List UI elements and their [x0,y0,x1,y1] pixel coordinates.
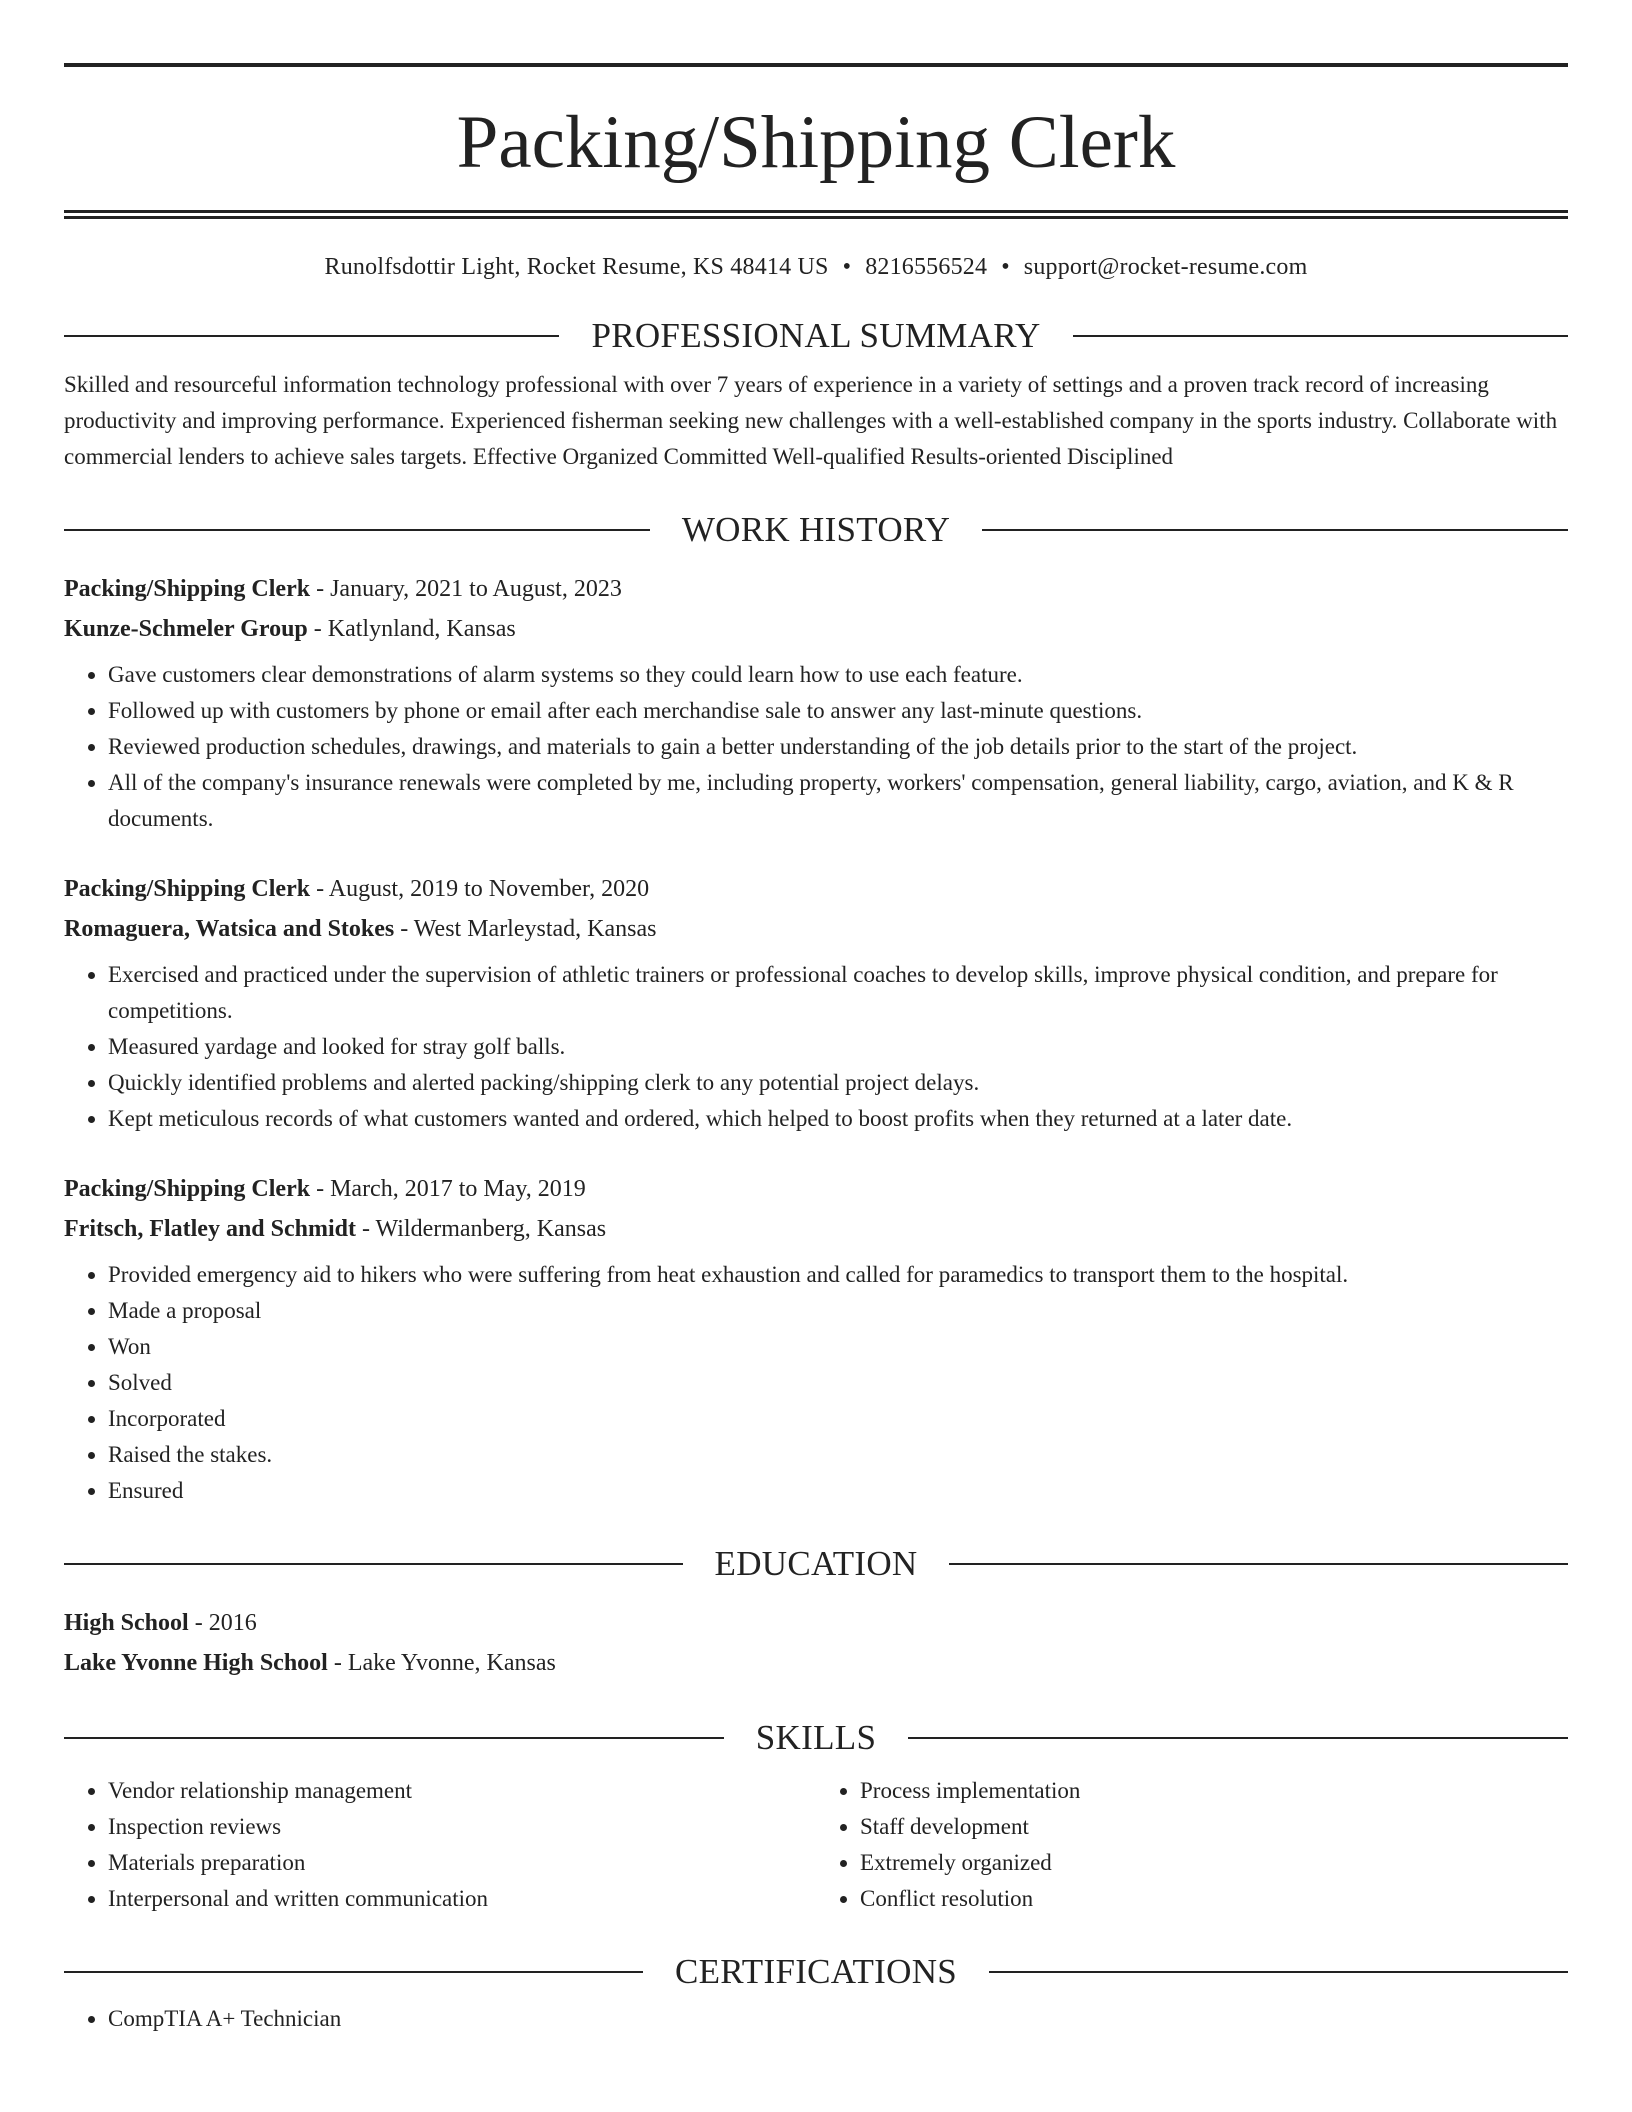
education-location: - Lake Yvonne, Kansas [327,1650,556,1676]
section-rule [64,1563,683,1565]
summary-text: Skilled and resourceful information technology professional with over 7 years of experience in a variety of settings and a proven track record of increasing productivity and improving performance. Experienced fisherman seeking new challenges with a well-established company in the sports industry. Collaborate with commercial lenders to achieve sales targets. Effective Organized Committed Well-qualified Results-oriented Disciplined [64,372,1558,469]
section-header-work [64,509,1568,551]
list-item: • Vendor relationship management [108,1773,816,1809]
job-company: Kunze-Schmeler Group [64,616,308,642]
education-school-line [64,1643,1568,1683]
job-title: Packing/Shipping Clerk [64,576,311,602]
resume-title: Packing/Shipping Clerk [456,101,1176,184]
job-dates: - January, 2021 to August, 2023 [310,576,622,602]
list-item: • All of the company's insurance renewals were completed by me, including property, workers' compensation, general liability, cargo, aviation, and K & R documents. [108,765,1568,837]
job-location: - Wildermanberg, Kansas [356,1216,607,1242]
section-rule [982,529,1568,531]
list-item: • Won [108,1329,1568,1365]
section-title: CERTIFICATIONS [674,1952,958,1991]
contact-line [64,254,1568,281]
list-item: • CompTIA A+ Technician [108,2001,1568,2037]
contact-email: support@rocket-resume.com [1023,254,1308,280]
job-entry [64,1169,1568,1509]
list-item: • Staff development [860,1809,1568,1845]
list-item: • Kept meticulous records of what customers wanted and ordered, which helped to boost profits when they returned at a later date. [108,1101,1568,1137]
section-rule [64,1737,724,1739]
job-entry [64,869,1568,1137]
education-degree: High School [64,1610,189,1636]
education-entry [64,1603,1568,1683]
list-item: • Reviewed production schedules, drawings, and materials to gain a better understanding of the job details prior to the start of the project. [108,729,1568,765]
section-header-summary [64,315,1568,357]
resume-page [64,0,1568,2037]
list-item: • Ensured [108,1473,1568,1509]
job-entry [64,569,1568,837]
job-company: Romaguera, Watsica and Stokes [64,916,395,942]
list-item: • Solved [108,1365,1568,1401]
section-title: WORK HISTORY [681,510,951,549]
list-item: • Exercised and practiced under the supervision of athletic trainers or professional coaches to develop skills, improve physical condition, and prepare for competitions. [108,957,1568,1029]
list-item: • Made a proposal [108,1293,1568,1329]
section-rule [989,1971,1568,1973]
section-title: EDUCATION [714,1544,918,1583]
job-bullets [64,1257,1568,1509]
list-item: • Followed up with customers by phone or email after each merchandise sale to answer any last-minute questions. [108,693,1568,729]
job-title: Packing/Shipping Clerk [64,876,311,902]
list-item: • Measured yardage and looked for stray golf balls. [108,1029,1568,1065]
job-title: Packing/Shipping Clerk [64,1176,311,1202]
section-header-education [64,1543,1568,1585]
section-rule [64,1971,643,1973]
list-item: • Conflict resolution [860,1881,1568,1917]
section-title: PROFESSIONAL SUMMARY [591,316,1041,355]
job-company-line [64,609,1568,649]
job-bullets [64,657,1568,837]
education-school: Lake Yvonne High School [64,1650,328,1676]
job-title-line [64,1169,1568,1209]
section-rule [908,1737,1568,1739]
job-company-line [64,909,1568,949]
contact-separator: • [1001,254,1010,280]
job-title-line [64,869,1568,909]
skills-list-right [816,1773,1568,1917]
top-rule [64,63,1568,67]
section-rule [64,529,650,531]
section-rule [949,1563,1568,1565]
contact-separator: • [842,254,852,280]
list-item: • Extremely organized [860,1845,1568,1881]
education-year: - 2016 [188,1610,257,1636]
job-location: - West Marleystad, Kansas [394,916,657,942]
list-item: • Incorporated [108,1401,1568,1437]
list-item: • Quickly identified problems and alerted packing/shipping clerk to any potential project delays. [108,1065,1568,1101]
certifications-list [64,2001,1568,2037]
job-dates: - March, 2017 to May, 2019 [310,1176,586,1202]
contact-phone: 8216556524 [865,254,988,280]
contact-address: Runolfsdottir Light, Rocket Resume, KS 48414 US [324,254,829,280]
list-item: • Provided emergency aid to hikers who were suffering from heat exhaustion and called for paramedics to transport them to the hospital. [108,1257,1568,1293]
section-header-skills [64,1717,1568,1759]
title-double-rule [64,210,1568,219]
job-dates: - August, 2019 to November, 2020 [310,876,650,902]
section-header-certifications [64,1951,1568,1993]
section-rule [1073,335,1568,337]
skills-list-left [64,1773,816,1917]
education-degree-line [64,1603,1568,1643]
job-location: - Katlynland, Kansas [307,616,516,642]
section-title: SKILLS [755,1718,877,1757]
section-rule [64,335,559,337]
list-item: • Interpersonal and written communication [108,1881,816,1917]
job-bullets [64,957,1568,1137]
skills-grid [64,1773,1568,1917]
job-company-line [64,1209,1568,1249]
list-item: • Gave customers clear demonstrations of alarm systems so they could learn how to use each feature. [108,657,1568,693]
list-item: • Raised the stakes. [108,1437,1568,1473]
job-company: Fritsch, Flatley and Schmidt [64,1216,356,1242]
list-item: • Inspection reviews [108,1809,816,1845]
list-item: • Materials preparation [108,1845,816,1881]
list-item: • Process implementation [860,1773,1568,1809]
job-title-line [64,569,1568,609]
